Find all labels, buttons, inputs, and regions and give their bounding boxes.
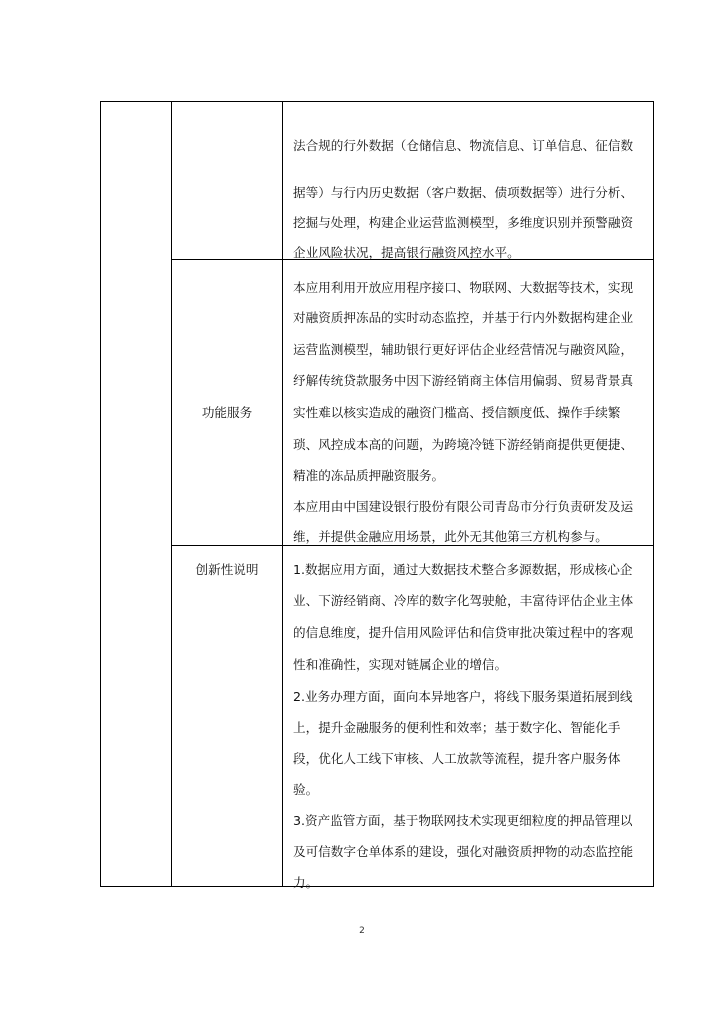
text-line: 企业风险状况，提高银行融资风控水平。 (293, 245, 520, 260)
text-line: 本应用利用开放应用程序接口、物联网、大数据等技术，实现 (293, 280, 634, 295)
table-right-border (653, 101, 654, 887)
text-line: 精准的冻品质押融资服务。 (293, 468, 445, 483)
text-line: 据等）与行内历史数据（客户数据、债项数据等）进行分析、 (293, 185, 634, 200)
text-line: 段，优化人工线下审核、人工放款等流程，提升客户服务体 (293, 751, 621, 766)
text-line: 本应用由中国建设银行股份有限公司青岛市分行负责研发及运 (293, 499, 634, 514)
text-line: 的信息维度，提升信用风险评估和信贷审批决策过程中的客观 (293, 625, 634, 640)
page-number: 2 (359, 926, 365, 936)
text-line: 上，提升金融服务的便利性和效率；基于数字化、智能化手 (293, 720, 621, 735)
table-col-divider-1 (171, 101, 172, 887)
function-service-label: 功能服务 (201, 405, 253, 420)
text-line: 性和准确性，实现对链属企业的增信。 (293, 657, 508, 672)
text-line: 对融资质押冻品的实时动态监控，并基于行内外数据构建企业 (293, 310, 634, 325)
text-line: 业、下游经销商、冷库的数字化驾驶舱，丰富待评估企业主体 (293, 593, 634, 608)
table-bottom-border (100, 886, 654, 887)
table-top-border (100, 101, 654, 102)
text-line: 运营监测模型，辅助银行更好评估企业经营情况与融资风险， (293, 342, 634, 357)
table-left-border (100, 101, 101, 887)
text-line: 纾解传统贷款服务中因下游经销商主体信用偏弱、贸易背景真 (293, 373, 634, 388)
text-line: 力。 (293, 875, 319, 890)
table-col-divider-2 (282, 101, 283, 887)
text-line: 法合规的行外数据（仓储信息、物流信息、订单信息、征信数 (293, 138, 634, 153)
text-line: 1.数据应用方面，通过大数据技术整合多源数据，形成核心企 (293, 562, 633, 577)
text-line: 维，并提供金融应用场景，此外无其他第三方机构参与。 (293, 529, 608, 544)
text-line: 3.资产监管方面，基于物联网技术实现更细粒度的押品管理以 (293, 813, 633, 828)
text-line: 琐、风控成本高的问题，为跨境冷链下游经销商提供更便捷、 (293, 437, 634, 452)
text-line: 挖掘与处理，构建企业运营监测模型，多维度识别并预警融资 (293, 215, 634, 230)
text-line: 实性难以核实造成的融资门槛高、授信额度低、操作手续繁 (293, 405, 621, 420)
text-line: 2.业务办理方面，面向本异地客户，将线下服务渠道拓展到线 (293, 689, 633, 704)
text-line: 验。 (293, 782, 319, 797)
innovation-label: 创新性说明 (195, 562, 259, 577)
text-line: 及可信数字仓单体系的建设，强化对融资质押物的动态监控能 (293, 844, 634, 859)
row-divider-2 (171, 545, 654, 546)
